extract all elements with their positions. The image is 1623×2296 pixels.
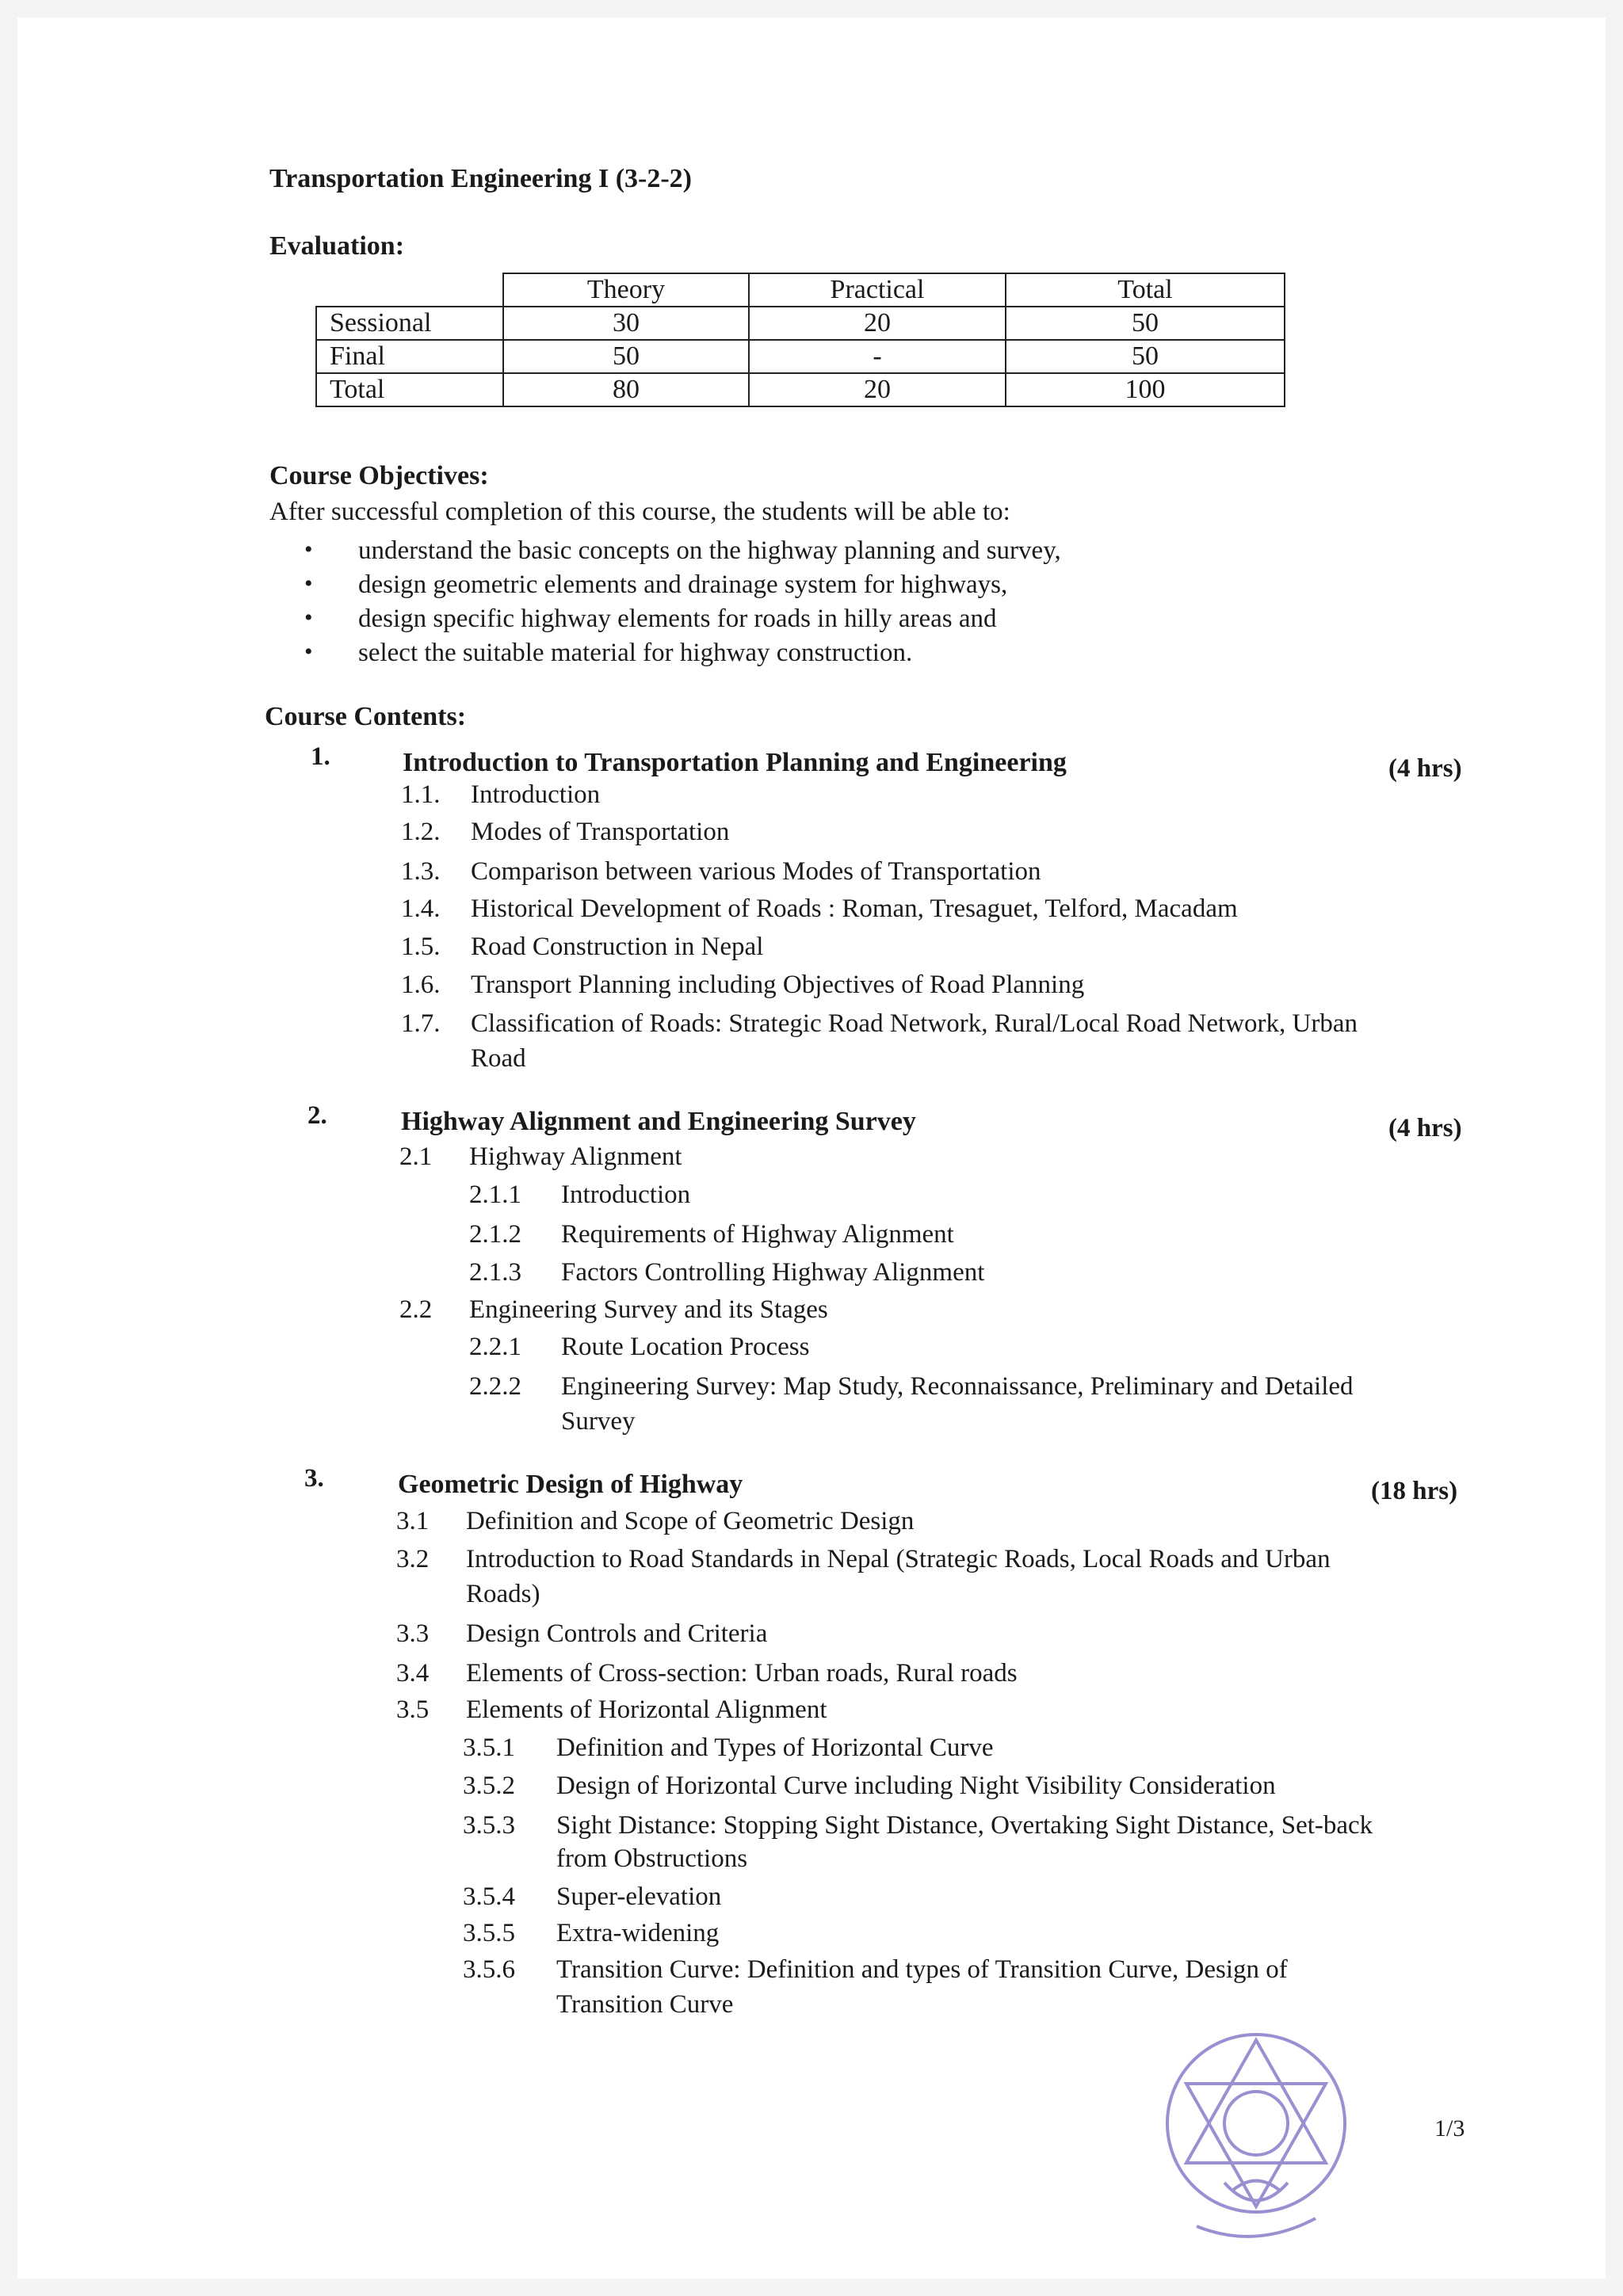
item-text-continued: Transition Curve — [556, 1990, 734, 2019]
table-cell: 50 — [1006, 307, 1285, 340]
item-text: Transport Planning including Objectives of Road Planning — [471, 971, 1085, 999]
item-number: 2.1.3 — [469, 1258, 521, 1287]
unit-title: Highway Alignment and Engineering Survey — [401, 1107, 916, 1136]
objectives-intro: After successful completion of this course, the students will be able to: — [269, 498, 1010, 526]
item-number: 3.1 — [396, 1507, 430, 1535]
unit-hours: (4 hrs) — [1388, 1114, 1462, 1142]
item-text: Engineering Survey and its Stages — [469, 1295, 828, 1324]
item-text: Transition Curve: Definition and types of Transition Curve, Design of — [556, 1955, 1288, 1984]
item-number: 3.5 — [396, 1695, 430, 1724]
item-text: Super-elevation — [556, 1882, 722, 1911]
evaluation-table — [315, 273, 1285, 407]
item-number: 3.5.6 — [463, 1955, 515, 1984]
item-number: 1.7. — [401, 1009, 441, 1038]
table-row — [316, 307, 1285, 340]
table-cell: 20 — [749, 373, 1006, 406]
objective-item: • design geometric elements and drainage system for highways, — [358, 570, 1007, 600]
objective-item: • design specific highway elements for roads in hilly areas and — [358, 605, 997, 634]
unit-title: Geometric Design of Highway — [398, 1470, 743, 1499]
page-number: 1/3 — [1434, 2115, 1465, 2142]
item-text: Classification of Roads: Strategic Road Network, Rural/Local Road Network, Urban — [471, 1009, 1358, 1038]
unit-number: 3. — [304, 1464, 324, 1493]
item-text-continued: Roads) — [466, 1580, 540, 1608]
objective-item: • select the suitable material for highway construction. — [358, 639, 912, 668]
course-title: Transportation Engineering I (3-2-2) — [269, 164, 692, 193]
unit-number: 1. — [311, 742, 330, 771]
item-text-continued: from Obstructions — [556, 1844, 748, 1873]
item-text: Introduction to Road Standards in Nepal (Strategic Roads, Local Roads and Urban — [466, 1545, 1331, 1573]
item-number: 1.4. — [401, 894, 441, 923]
item-text-continued: Survey — [561, 1407, 636, 1436]
table-header-row — [316, 273, 1285, 307]
item-text: Design of Horizontal Curve including Night Visibility Consideration — [556, 1772, 1276, 1800]
item-number: 2.2 — [399, 1295, 433, 1324]
item-text: Definition and Scope of Geometric Design — [466, 1507, 915, 1535]
unit-hours: (4 hrs) — [1388, 754, 1462, 783]
item-text: Historical Development of Roads : Roman, Tresaguet, Telford, Macadam — [471, 894, 1238, 923]
document-page — [17, 17, 1606, 2279]
item-text: Engineering Survey: Map Study, Reconnaissance, Preliminary and Detailed — [561, 1372, 1354, 1401]
table-header: Practical — [749, 273, 1006, 307]
item-text: Modes of Transportation — [471, 818, 730, 846]
item-text: Route Location Process — [561, 1333, 810, 1361]
table-header: Theory — [503, 273, 749, 307]
row-label: Final — [316, 340, 503, 373]
item-text: Introduction — [471, 780, 601, 809]
table-header: Total — [1006, 273, 1285, 307]
item-text: Design Controls and Criteria — [466, 1619, 768, 1648]
item-number: 2.1.2 — [469, 1220, 521, 1249]
item-number: 2.1.1 — [469, 1180, 521, 1209]
item-text: Highway Alignment — [469, 1142, 682, 1171]
item-number: 1.6. — [401, 971, 441, 999]
item-number: 3.5.2 — [463, 1772, 515, 1800]
table-row — [316, 340, 1285, 373]
item-number: 1.1. — [401, 780, 441, 809]
item-text: Requirements of Highway Alignment — [561, 1220, 954, 1249]
item-number: 3.5.5 — [463, 1919, 515, 1947]
item-number: 2.2.1 — [469, 1333, 521, 1361]
contents-heading: Course Contents: — [265, 702, 467, 731]
item-text-continued: Road — [471, 1044, 526, 1073]
table-row — [316, 373, 1285, 406]
item-number: 1.2. — [401, 818, 441, 846]
row-label: Total — [316, 373, 503, 406]
table-cell: - — [749, 340, 1006, 373]
item-text: Sight Distance: Stopping Sight Distance, Overtaking Sight Distance, Set-back — [556, 1811, 1373, 1840]
item-text: Introduction — [561, 1180, 691, 1209]
item-text: Extra-widening — [556, 1919, 720, 1947]
item-number: 3.4 — [396, 1659, 430, 1688]
table-cell: 50 — [1006, 340, 1285, 373]
row-label: Sessional — [316, 307, 503, 340]
item-text: Definition and Types of Horizontal Curve — [556, 1733, 994, 1762]
table-cell: 30 — [503, 307, 749, 340]
item-number: 2.1 — [399, 1142, 433, 1171]
item-number: 1.5. — [401, 933, 441, 961]
item-number: 3.5.1 — [463, 1733, 515, 1762]
table-cell: 100 — [1006, 373, 1285, 406]
table-cell: 20 — [749, 307, 1006, 340]
item-number: 3.5.4 — [463, 1882, 515, 1911]
unit-number: 2. — [307, 1101, 327, 1130]
item-number: 2.2.2 — [469, 1372, 521, 1401]
item-text: Elements of Horizontal Alignment — [466, 1695, 827, 1724]
item-number: 3.3 — [396, 1619, 430, 1648]
item-text: Road Construction in Nepal — [471, 933, 764, 961]
item-number: 1.3. — [401, 857, 441, 886]
item-number: 3.2 — [396, 1545, 430, 1573]
objectives-heading: Course Objectives: — [269, 461, 489, 490]
item-text: Factors Controlling Highway Alignment — [561, 1258, 985, 1287]
table-cell: 80 — [503, 373, 749, 406]
unit-hours: (18 hrs) — [1371, 1477, 1458, 1505]
item-text: Comparison between various Modes of Transportation — [471, 857, 1041, 886]
table-cell: 50 — [503, 340, 749, 373]
objective-item: • understand the basic concepts on the highway planning and survey, — [358, 536, 1061, 566]
table-corner — [316, 273, 503, 307]
item-text: Elements of Cross-section: Urban roads, Rural roads — [466, 1659, 1018, 1688]
unit-title: Introduction to Transportation Planning and Engineering — [403, 748, 1067, 777]
university-seal-icon — [1149, 2012, 1363, 2250]
evaluation-label: Evaluation: — [269, 231, 405, 261]
item-number: 3.5.3 — [463, 1811, 515, 1840]
